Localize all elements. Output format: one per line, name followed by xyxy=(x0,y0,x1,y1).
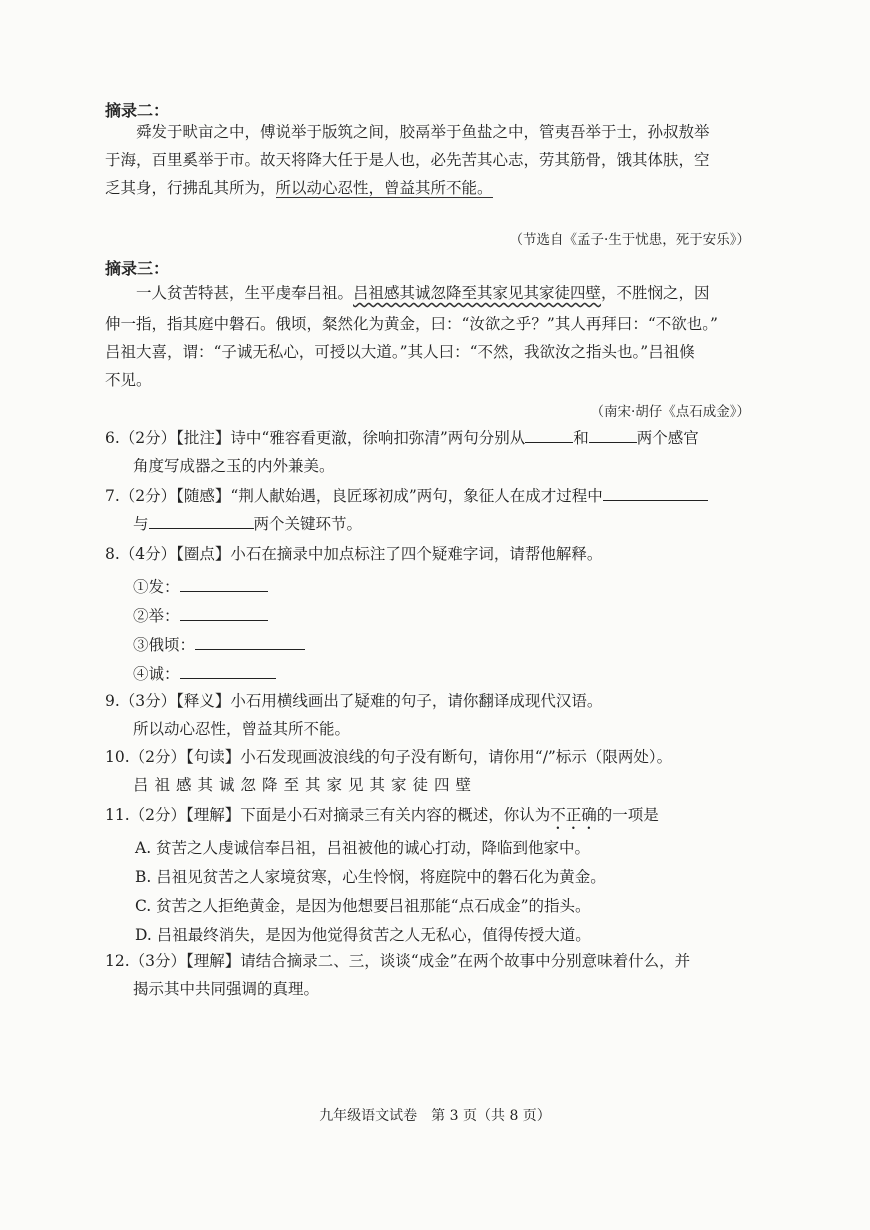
q8-item-4 xyxy=(133,661,276,684)
answer-blank[interactable] xyxy=(180,574,268,592)
excerpt2-line1: 舜发于畎亩之中，傅说举于版筑之间，胶鬲举于鱼盐之中，管夷吾举于士，孙叔敖举 xyxy=(136,123,710,141)
question-10-line1: 10.（2分）【句读】小石发现画波浪线的句子没有断句，请你用“/”标示（限两处）。 xyxy=(105,748,673,766)
excerpt3-line1-a: 一人贫苦特甚，生平虔奉吕祖。 xyxy=(136,284,354,302)
option-b[interactable]: B. 吕祖见贫苦之人家境贫寒，心生怜悯，将庭院中的磐石化为黄金。 xyxy=(135,868,606,886)
q8-item-label: ③俄顷： xyxy=(133,636,196,654)
question-7-line2 xyxy=(105,510,755,538)
question-6-stem: 6.（2分）【批注】诗中“雅容看更澈，徐响扣弥清”两句分别从 xyxy=(105,429,526,447)
page-footer: 九年级语文试卷 第 3 页（共 8 页） xyxy=(319,1108,551,1124)
answer-blank[interactable] xyxy=(149,511,254,529)
excerpt3-line1 xyxy=(105,279,765,307)
option-c[interactable]: C. 贫苦之人拒绝黄金，是因为他想要吕祖那能“点石成金”的指头。 xyxy=(135,897,591,915)
option-a[interactable]: A. 贫苦之人虔诚信奉吕祖，吕祖被他的诚心打动，降临到他家中。 xyxy=(135,839,591,857)
answer-blank[interactable] xyxy=(195,632,305,650)
excerpt3-line1-c: ，不胜悯之，因 xyxy=(601,284,710,302)
question-7-with: 与 xyxy=(133,515,149,533)
option-d[interactable]: D. 吕祖最终消失，是因为他觉得贫苦之人无私心，值得传授大道。 xyxy=(135,926,591,944)
question-12-line2: 揭示其中共同强调的真理。 xyxy=(133,980,320,998)
excerpt2-source: （节选自《孟子·生于忧患，死于安乐》） xyxy=(509,232,750,248)
excerpt2-line3 xyxy=(105,174,765,202)
question-7-stem: 7.（2分）【随感】“荆人献始遇，良匠琢初成”两句，象征人在成才过程中 xyxy=(105,487,603,505)
excerpt2-title: 摘录二： xyxy=(105,101,170,120)
question-8: 8.（4分）【圈点】小石在摘录中加点标注了四个疑难字词，请帮他解释。 xyxy=(105,545,603,563)
underlined-sentence: 所以动心忍性，曾益其所不能。 xyxy=(275,179,493,197)
q8-item-label: ④诚： xyxy=(133,665,180,683)
q8-item-2 xyxy=(133,603,268,626)
wavy-sentence: 吕祖感其诚忽降至其家见其家徒四壁 xyxy=(353,284,602,302)
question-6-line1 xyxy=(105,424,755,452)
question-6-and: 和 xyxy=(573,429,589,447)
emphasized-not-correct: 不正确 xyxy=(550,806,597,824)
excerpt3-source: （南宋·胡仔《点石成金》） xyxy=(590,404,750,420)
answer-blank[interactable] xyxy=(603,483,708,501)
question-9 xyxy=(105,687,755,743)
question-10 xyxy=(105,743,755,799)
answer-blank[interactable] xyxy=(180,603,268,621)
excerpt2-line3-text: 乏其身，行拂乱其所为， xyxy=(105,179,276,197)
q8-item-label: ①发： xyxy=(133,578,180,596)
question-11 xyxy=(105,801,755,833)
q8-item-3 xyxy=(133,632,305,655)
excerpt3-line4: 不见。 xyxy=(105,371,152,389)
question-6-tail: 两个感官 xyxy=(636,429,699,447)
q8-item-1 xyxy=(133,574,268,597)
question-11-tail: 的一项是 xyxy=(596,806,659,824)
answer-blank[interactable] xyxy=(180,661,276,679)
question-10-line2: 吕祖感其诚忽降至其家见其家徒四壁 xyxy=(133,776,478,794)
question-11-stem: 11.（2分）【理解】下面是小石对摘录三有关内容的概述，你认为 xyxy=(105,806,551,824)
question-12 xyxy=(105,947,755,1003)
excerpt3-line3: 吕祖大喜，谓：“子诚无私心，可授以大道。”其人曰：“不然，我欲汝之指头也。”吕祖倏 xyxy=(105,343,695,361)
question-7-line1 xyxy=(105,482,755,510)
question-7-tail: 两个关键环节。 xyxy=(253,515,363,533)
question-9-line2: 所以动心忍性，曾益其所不能。 xyxy=(133,720,351,738)
q8-item-label: ②举： xyxy=(133,607,180,625)
question-6 xyxy=(105,424,755,480)
question-9-line1: 9.（3分）【释义】小石用横线画出了疑难的句子，请你翻译成现代汉语。 xyxy=(105,692,603,710)
question-12-line1: 12.（3分）【理解】请结合摘录二、三，谈谈“成金”在两个故事中分别意味着什么，并 xyxy=(105,952,691,970)
question-7 xyxy=(105,482,755,538)
excerpt3-line2: 伸一指，指其庭中磐石。俄顷，粲然化为黄金，曰：“汝欲之乎？”其人再拜曰：“不欲也。” xyxy=(105,315,718,333)
answer-blank[interactable] xyxy=(525,425,573,443)
question-6-line2: 角度写成器之玉的内外兼美。 xyxy=(133,457,335,475)
excerpt2-line2: 于海，百里奚举于市。故天将降大任于是人也，必先苦其心志，劳其筋骨，饿其体肤，空 xyxy=(105,151,710,169)
excerpt3-title: 摘录三： xyxy=(105,259,170,278)
answer-blank[interactable] xyxy=(589,425,637,443)
